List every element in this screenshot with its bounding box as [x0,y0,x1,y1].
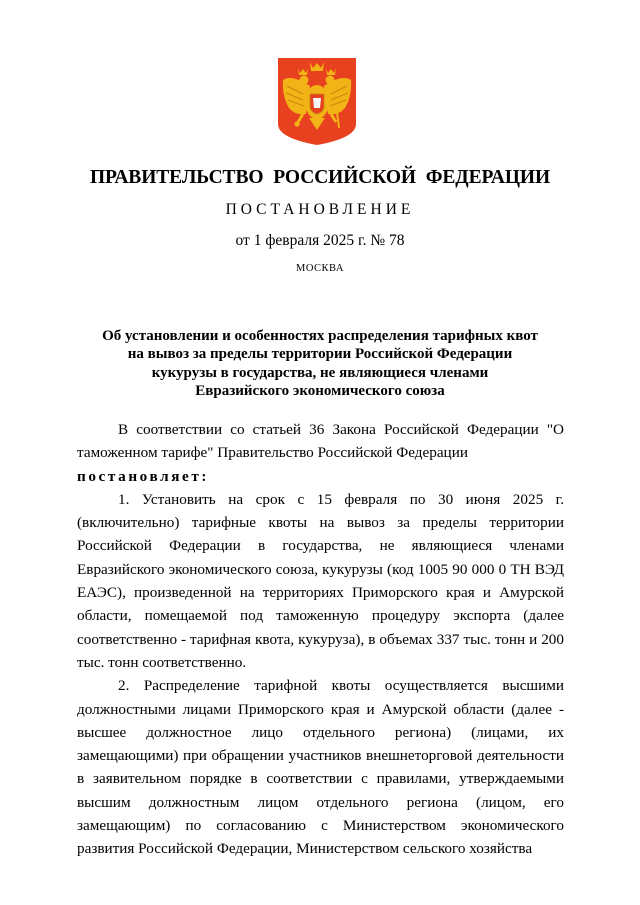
title-line: на вывоз за пределы территории Российской Федерации [127,346,513,363]
document-title [0,327,640,401]
government-name: ПРАВИТЕЛЬСТВО РОССИЙСКОЙ ФЕДЕРАЦИИ [89,167,551,188]
preamble-paragraph: В соответствии со статьей 36 Закона Российской Федерации "О таможенном тарифе" Правительство Российской Федерации [77,421,564,462]
item-paragraph: 2. Распределение тарифной квоты осуществляется высшими должностными лицами Приморского края и Амурской области (далее - высшее должностное лицо отдельного региона) (лицами, их замещающими) при обращении участников внешнеторговой деятельности в заявительном порядке в соответствии с правилами, утверждаемыми высшим должностным лицом отдельного региона (лицом, его замещающим) по согласованию с Министерством экономического развития Российской Федерации, Министерством сельского хозяйства [77,677,564,858]
document-type: ПОСТАНОВЛЕНИЕ [225,201,415,218]
decree-word-paragraph [77,465,564,488]
item-paragraph: 1. Установить на срок с 15 февраля по 30 июня 2025 г. (включительно) тарифные квоты на вывоз за пределы территории Российской Федерации в государства, не являющиеся членами Евразийского экономического союза, кукурузы (код 1005 90 000 0 ТН ВЭД ЕАЭС), произведенной на территориях Приморского края и Амурской области, помещаемой под таможенную процедуру экспорта (далее соответственно - тарифная квота, кукуруза), в объемах 337 тыс. тонн и 200 тыс. тонн соответственно. [77,490,564,671]
decree-word: постановляет: [77,467,210,485]
document-date-number: от 1 февраля 2025 г. № 78 [235,232,405,249]
title-line: кукурузы в государства, не являющиеся членами [151,364,489,381]
coat-of-arms-icon [276,56,358,146]
document-city: МОСКВА [296,263,344,274]
title-line: Об установлении и особенностях распределения тарифных квот [102,328,538,344]
title-line: Евразийского экономического союза [195,383,445,400]
document-body [77,418,564,861]
